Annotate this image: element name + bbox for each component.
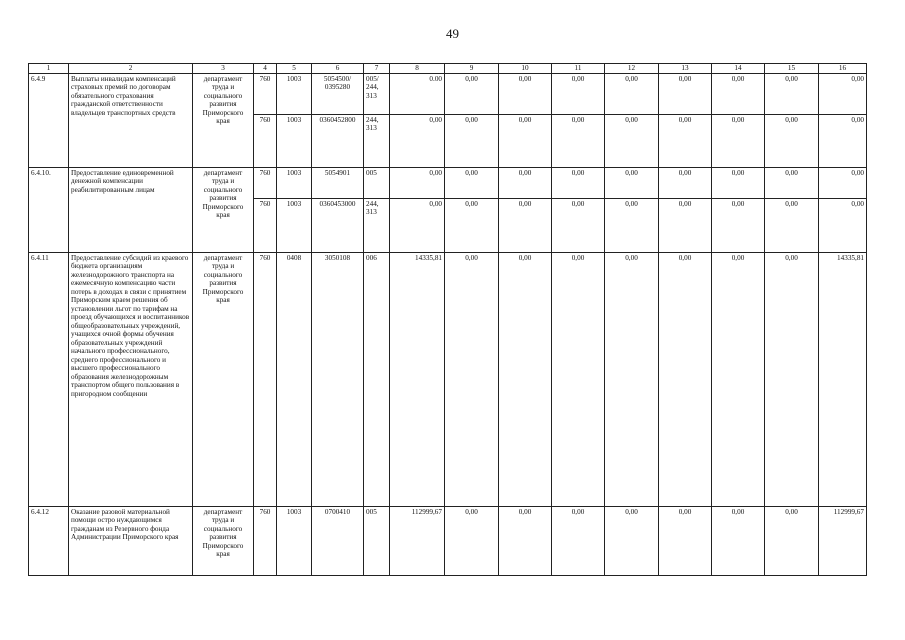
target-article-cell: 0360453000 [312,199,364,253]
amount-cell: 0,00 [819,115,867,168]
amount-cell: 0,00 [552,168,605,199]
section-code-cell: 1003 [277,168,312,199]
ministry-code-cell: 760 [254,253,277,507]
amount-cell: 0,00 [712,199,765,253]
expense-type-cell: 005 [364,507,390,576]
header-cell: 12 [605,64,659,74]
budget-body [29,74,867,576]
amount-cell: 0,00 [659,74,712,115]
amount-cell: 0,00 [445,253,499,507]
department-cell: департамент труда и социального развития Приморского края [193,168,254,253]
expense-type-cell: 244, 313 [364,199,390,253]
header-cell: 4 [254,64,277,74]
amount-cell: 0,00 [390,199,445,253]
header-cell: 5 [277,64,312,74]
header-cell: 9 [445,64,499,74]
amount-cell: 112999,67 [819,507,867,576]
amount-cell: 0,00 [605,253,659,507]
table-row [29,74,867,115]
amount-cell: 0,00 [445,168,499,199]
amount-cell: 0,00 [765,253,819,507]
amount-cell: 0,00 [712,507,765,576]
amount-cell: 0,00 [445,199,499,253]
amount-cell: 0,00 [819,74,867,115]
section-code-cell: 0408 [277,253,312,507]
header-cell: 15 [765,64,819,74]
amount-cell: 0,00 [765,507,819,576]
amount-cell: 0,00 [499,74,552,115]
amount-cell: 0,00 [499,199,552,253]
row-number-cell: 6.4.9 [29,74,69,168]
row-number-cell: 6.4.11 [29,253,69,507]
amount-cell: 0,00 [659,115,712,168]
ministry-code-cell: 760 [254,199,277,253]
row-number-cell: 6.4.10. [29,168,69,253]
target-article-cell: 3050108 [312,253,364,507]
row-number-cell: 6.4.12 [29,507,69,576]
amount-cell: 0,00 [552,115,605,168]
amount-cell: 0,00 [552,507,605,576]
amount-cell: 0,00 [445,74,499,115]
amount-cell: 0,00 [605,199,659,253]
amount-cell: 0,00 [552,253,605,507]
header-cell: 10 [499,64,552,74]
header-cell: 14 [712,64,765,74]
page-number: 49 [446,26,459,41]
amount-cell: 0,00 [499,168,552,199]
amount-cell: 0,00 [765,115,819,168]
amount-cell: 0,00 [765,168,819,199]
department-cell: департамент труда и социального развития Приморского края [193,253,254,507]
header-row [29,64,867,74]
ministry-code-cell: 760 [254,168,277,199]
header-cell: 6 [312,64,364,74]
amount-cell: 0,00 [819,199,867,253]
expense-type-cell: 005 [364,168,390,199]
expense-type-cell: 005/ 244, 313 [364,74,390,115]
header-cell: 16 [819,64,867,74]
amount-cell: 0,00 [659,168,712,199]
amount-cell: 0,00 [552,74,605,115]
measure-name-cell: Выплаты инвалидам компенсаций страховых премий по договорам обязательного страхования гражданской ответственности владельцев транспортных средств [69,74,193,168]
amount-cell: 0,00 [659,507,712,576]
amount-cell: 0,00 [605,168,659,199]
target-article-cell: 5054901 [312,168,364,199]
section-code-cell: 1003 [277,74,312,115]
section-code-cell: 1003 [277,199,312,253]
table-row [29,507,867,576]
amount-cell: 0,00 [712,74,765,115]
department-cell: департамент труда и социального развития Приморского края [193,74,254,168]
table-row [29,168,867,199]
header-cell: 7 [364,64,390,74]
header-cell: 13 [659,64,712,74]
header-cell: 1 [29,64,69,74]
amount-cell: 14335,81 [819,253,867,507]
budget-table [28,63,867,576]
header-cell: 11 [552,64,605,74]
target-article-cell: 0700410 [312,507,364,576]
amount-cell: 0,00 [605,74,659,115]
amount-cell: 0,00 [712,168,765,199]
header-cell: 2 [69,64,193,74]
amount-cell: 0,00 [499,253,552,507]
amount-cell: 0,00 [552,199,605,253]
amount-cell: 0,00 [819,168,867,199]
amount-cell: 0,00 [499,115,552,168]
target-article-cell: 5054500/ 0395280 [312,74,364,115]
table-row [29,253,867,507]
measure-name-cell: Предоставление субсидий из краевого бюджета организациям железнодорожного транспорта на ежемесячную компенсацию части потерь в доходах в связи с принятием Приморским краем решения об установлении льгот по тарифам на проезд обучающихся и воспитанников общеобразовательных учреждений, учащихся очной формы обучения образовательных учреждений начального профессионального, среднего профессионального и высшего профессионального образования железнодорожным транспортом общего пользования в пригородном сообщении [69,253,193,507]
target-article-cell: 0360452800 [312,115,364,168]
amount-cell: 0,00 [445,507,499,576]
amount-cell: 0,00 [390,115,445,168]
amount-cell: 112999,67 [390,507,445,576]
department-cell: департамент труда и социального развития Приморского края [193,507,254,576]
measure-name-cell: Оказание разовой материальной помощи остро нуждающимся гражданам из Резервного фонда Администрации Приморского края [69,507,193,576]
amount-cell: 0,00 [390,168,445,199]
header-cell: 8 [390,64,445,74]
ministry-code-cell: 760 [254,507,277,576]
amount-cell: 0,00 [605,115,659,168]
measure-name-cell: Предоставление единовременной денежной компенсации реабилитированным лицам [69,168,193,253]
amount-cell: 0,00 [499,507,552,576]
ministry-code-cell: 760 [254,115,277,168]
section-code-cell: 1003 [277,115,312,168]
amount-cell: 0,00 [445,115,499,168]
amount-cell: 0,00 [765,199,819,253]
amount-cell: 0,00 [659,199,712,253]
amount-cell: 0,00 [605,507,659,576]
amount-cell: 0,00 [712,253,765,507]
section-code-cell: 1003 [277,507,312,576]
amount-cell: 0,00 [659,253,712,507]
expense-type-cell: 006 [364,253,390,507]
header-cell: 3 [193,64,254,74]
expense-type-cell: 244, 313 [364,115,390,168]
amount-cell: 0,00 [765,74,819,115]
amount-cell: 0,00 [712,115,765,168]
amount-cell: 14335,81 [390,253,445,507]
amount-cell: 0.00 [390,74,445,115]
ministry-code-cell: 760 [254,74,277,115]
